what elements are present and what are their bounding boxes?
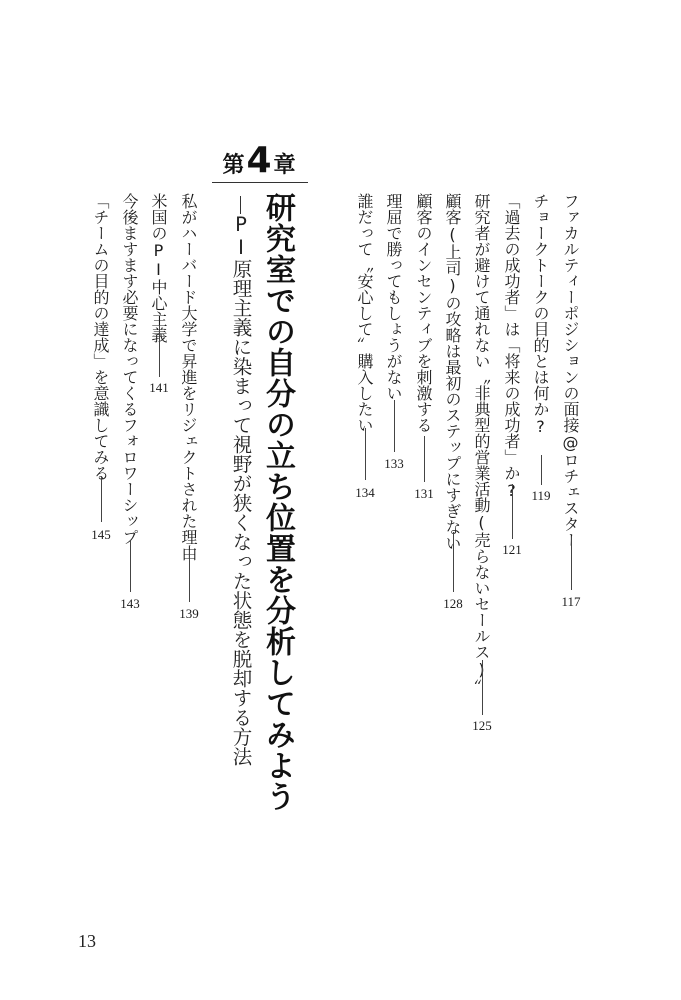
toc-entry-title: 米国のPI中心主義: [149, 193, 168, 343]
toc-page-number: 143: [120, 596, 140, 611]
chapter-suffix: 章: [273, 153, 296, 178]
leader-line: [159, 325, 160, 377]
toc-entry-title: チョークトークの目的とは何か?: [531, 193, 550, 436]
chapter-prefix: 第: [222, 153, 245, 178]
toc-entry-title: 今後ますます必要になってくるフォロワーシップ: [120, 193, 139, 545]
toc-entry-title: 顧客のインセンティブを刺激する: [414, 193, 433, 433]
toc-entry-title: 顧客(上司)の攻略は最初のステップにすぎない: [443, 193, 462, 551]
toc-entry-title: 私がハーバード大学で昇進をリジェクトされた理由: [179, 193, 198, 561]
toc-page-number: 119: [531, 488, 551, 503]
leader-line: [394, 400, 395, 452]
leader-line: [424, 436, 425, 482]
toc-page-number: 121: [502, 542, 522, 557]
toc-page-number: 134: [355, 485, 375, 500]
toc-page-number: 141: [149, 380, 169, 395]
leader-line: [453, 532, 454, 592]
toc-entry-title: 研究者が避けて通れない〝非典型的営業活動(売らないセールス)〟: [472, 193, 491, 695]
leader-line: [571, 540, 572, 590]
toc-entry-title: ファカルティーポジションの面接@ロチェスター: [561, 193, 580, 548]
leader-line: [482, 660, 483, 715]
subtitle-dash: [240, 196, 241, 214]
leader-line: [512, 484, 513, 539]
toc-page-number: 139: [179, 606, 199, 621]
toc-page-number: 117: [561, 594, 581, 609]
leader-line: [130, 540, 131, 592]
leader-line: [189, 550, 190, 602]
toc-entry-title: 理屈で勝ってもしょうがない: [384, 193, 403, 401]
chapter-subtitle: PI原理主義に染まって視野が狭くなった状態を脱却する方法: [229, 213, 253, 766]
toc-entry-title: 「過去の成功者」は「将来の成功者」か?: [502, 193, 521, 500]
toc-page-number: 145: [91, 527, 111, 542]
toc-page-number: 128: [443, 596, 463, 611]
page-folio: 13: [78, 931, 96, 951]
toc-page-number: 125: [472, 718, 492, 733]
toc-page-number: 133: [384, 456, 404, 471]
chapter-label: [216, 140, 302, 180]
chapter-divider: [212, 182, 308, 183]
toc-entry-title: 「チームの目的の達成」を意識してみる: [91, 193, 110, 481]
toc-page-number: 131: [414, 486, 434, 501]
toc-entry-title: 誰だって〝安心して〟購入したい: [355, 193, 374, 433]
leader-line: [365, 428, 366, 480]
leader-line: [101, 476, 102, 522]
leader-line: [541, 455, 542, 485]
chapter-title: 研究室での自分の立ち位置を分析してみよう: [260, 192, 295, 812]
chapter-number: 4: [246, 140, 272, 181]
